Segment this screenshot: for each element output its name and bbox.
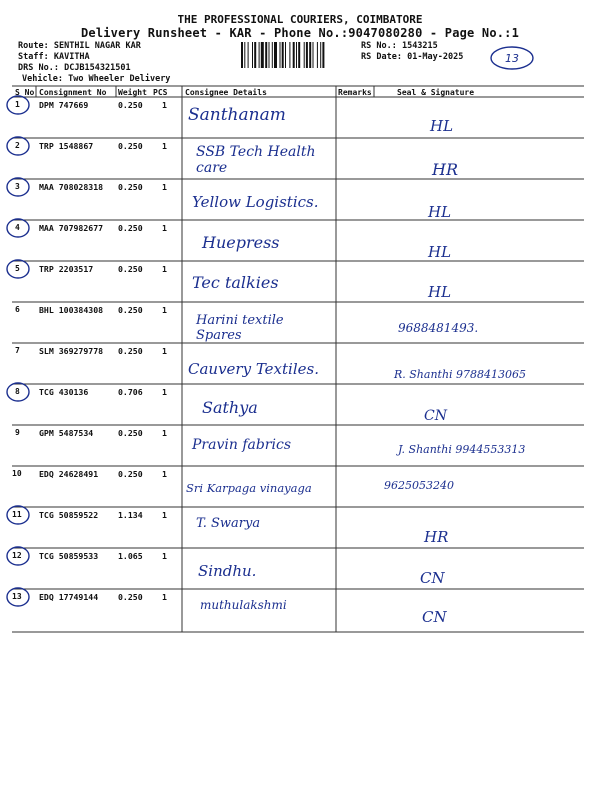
circled-count-badge [489,45,535,71]
row-sno: 1 [15,100,20,109]
row-signature-handwritten: HR [432,160,458,179]
row-signature-handwritten: J. Shanthi 9944553313 [398,443,526,456]
staff-value: KAVITHA [53,52,90,62]
row-consignee-handwritten: Sathya [202,398,258,417]
barcode-bar [269,42,270,68]
row-signature-handwritten: CN [424,408,447,424]
barcode-bar [306,42,308,68]
route-value: SENTHIL NAGAR KAR [53,41,141,51]
row-weight: 0.250 [118,469,143,479]
row-sno: 3 [15,182,20,191]
drs-value: DCJB154321501 [64,63,131,73]
barcode-bar [259,42,260,68]
row-pcs: 1 [162,223,167,233]
barcode-bar [296,42,297,68]
barcode-bar [282,42,284,68]
sno-circle-mark [5,504,31,526]
row-signature-handwritten: HL [430,117,454,135]
sno-circle-mark [5,94,31,116]
row-sno: 10 [12,469,22,478]
rs-no-value: 1543215 [401,41,438,51]
row-weight: 0.250 [118,305,143,315]
row-sno: 2 [15,141,20,150]
row-consignment-no: BHL 100384308 [39,305,104,315]
sno-circle-mark [5,545,31,567]
row-consignee-handwritten: muthulakshmi [200,598,287,612]
row-consignee-handwritten: Tec talkies [192,273,279,292]
rs-date-line [361,52,463,63]
row-consignment-no: TRP 2203517 [39,264,94,274]
barcode-bar [272,42,273,68]
row-consignment-no: TCG 50859533 [39,551,99,561]
row-consignee-handwritten: Harini textile Spares [196,313,284,343]
row-signature-handwritten: HL [428,203,452,221]
row-sno: 9 [15,428,20,437]
column-header-sno: S No [15,88,35,97]
barcode-bar [322,42,324,68]
barcode-bar [313,42,314,68]
route-line [18,41,141,52]
row-weight: 0.250 [118,264,143,274]
barcode-bar [244,42,245,68]
circled-count-text: 13 [505,52,519,65]
row-signature-handwritten: HL [428,243,452,261]
row-sno: 7 [15,346,20,355]
column-header-pcs: PCS [153,88,168,97]
row-weight: 0.250 [118,141,143,151]
row-consignee-handwritten: Cauvery Textiles. [188,360,319,378]
row-pcs: 1 [162,551,167,561]
row-pcs: 1 [162,592,167,602]
sno-circle-mark [5,176,31,198]
row-pcs: 1 [162,182,167,192]
row-pcs: 1 [162,264,167,274]
row-weight: 1.134 [118,510,143,520]
barcode-bar [254,42,256,68]
row-pcs: 1 [162,100,167,110]
row-weight: 0.250 [118,592,143,602]
rs-no-label: RS No.: [361,41,397,51]
row-signature-handwritten: CN [422,608,447,626]
barcode-bar [241,42,243,68]
row-consignment-no: EDQ 17749144 [39,592,99,602]
barcode-bar [304,42,305,68]
row-pcs: 1 [162,510,167,520]
row-weight: 0.250 [118,223,143,233]
row-consignment-no: TRP 1548867 [39,141,94,151]
barcode-bar [252,42,253,68]
column-header-consignment: Consignment No [39,88,107,97]
row-pcs: 1 [162,469,167,479]
row-weight: 0.250 [118,428,143,438]
row-consignee-handwritten: Sindhu. [198,562,257,580]
vehicle-label: Vehicle: [22,74,63,84]
row-consignee-handwritten: Pravin fabrics [192,437,291,453]
row-consignment-no: GPM 5487534 [39,428,94,438]
sno-circle-mark [5,217,31,239]
row-sno: 8 [15,387,20,396]
row-consignee-handwritten: T. Swarya [196,516,261,531]
staff-label: Staff: [18,52,49,62]
row-pcs: 1 [162,346,167,356]
row-pcs: 1 [162,428,167,438]
document-subtitle: Delivery Runsheet - KAR - Phone No.:9047080280 - Page No.:1 [80,26,520,40]
row-consignment-no: TCG 50859522 [39,510,99,520]
row-consignment-no: MAA 707982677 [39,223,104,233]
row-weight: 0.250 [118,182,143,192]
row-consignment-no: MAA 708028318 [39,182,104,192]
sno-circle-mark [5,586,31,608]
barcode-bar [289,42,290,68]
column-header-weight: Weight [118,88,147,97]
row-consignee-handwritten: Yellow Logistics. [192,193,319,211]
row-sno: 5 [15,264,20,273]
document-title: THE PROFESSIONAL COURIERS, COIMBATORE [177,13,423,26]
row-weight: 0.706 [118,387,143,397]
route-label: Route: [18,41,49,51]
column-header-seal-signature: Seal & Signature [397,88,475,97]
barcode-bar [274,42,277,68]
row-consignment-no: TCG 430136 [39,387,89,397]
sno-circle-mark [5,135,31,157]
rs-no-line [361,41,438,52]
row-consignment-no: EDQ 24628491 [39,469,99,479]
row-consignee-handwritten: Sri Karpaga vinayaga [186,481,312,495]
barcode-bar [320,42,321,68]
row-consignment-no: DPM 747669 [39,100,89,110]
row-consignee-handwritten: SSB Tech Health care [196,144,316,176]
row-consignee-handwritten: Santhanam [188,105,286,125]
barcode-bar [261,42,264,68]
vehicle-value: Two Wheeler Delivery [68,74,171,84]
row-sno: 4 [15,223,20,232]
row-signature-handwritten: HR [424,528,449,546]
row-signature-handwritten: R. Shanthi 9788413065 [394,368,527,381]
drs-line [18,63,131,74]
column-header-remarks: Remarks [338,88,372,97]
barcode-bar [280,42,281,68]
barcode-bar [317,42,318,68]
row-signature-handwritten: HL [428,283,452,301]
drs-label: DRS No.: [18,63,59,73]
sno-circle-mark [5,258,31,280]
rs-date-value: 01-May-2025 [407,52,464,62]
row-sno: 11 [12,510,22,519]
column-header-consignee: Consignee Details [185,88,267,97]
row-pcs: 1 [162,141,167,151]
barcode-bar [265,42,267,68]
row-pcs: 1 [162,305,167,315]
row-weight: 1.065 [118,551,143,561]
row-consignee-handwritten: Huepress [202,233,280,252]
row-sno: 12 [12,551,22,560]
row-signature-handwritten: 9625053240 [384,479,454,492]
barcode-bar [293,42,295,68]
staff-line [18,52,90,63]
row-sno: 6 [15,305,20,314]
vehicle-line [22,74,170,85]
row-signature-handwritten: 9688481493. [398,321,479,335]
row-signature-handwritten: CN [420,569,445,587]
barcode-bar [248,42,249,68]
row-weight: 0.250 [118,346,143,356]
rs-date-label: RS Date: [361,52,402,62]
barcode-bar [298,42,300,68]
row-weight: 0.250 [118,100,143,110]
row-pcs: 1 [162,387,167,397]
sno-circle-mark [5,381,31,403]
barcode-bar [309,42,311,68]
barcode [241,42,351,68]
row-consignment-no: SLM 369279778 [39,346,104,356]
row-sno: 13 [12,592,22,601]
barcode-bar [285,42,286,68]
